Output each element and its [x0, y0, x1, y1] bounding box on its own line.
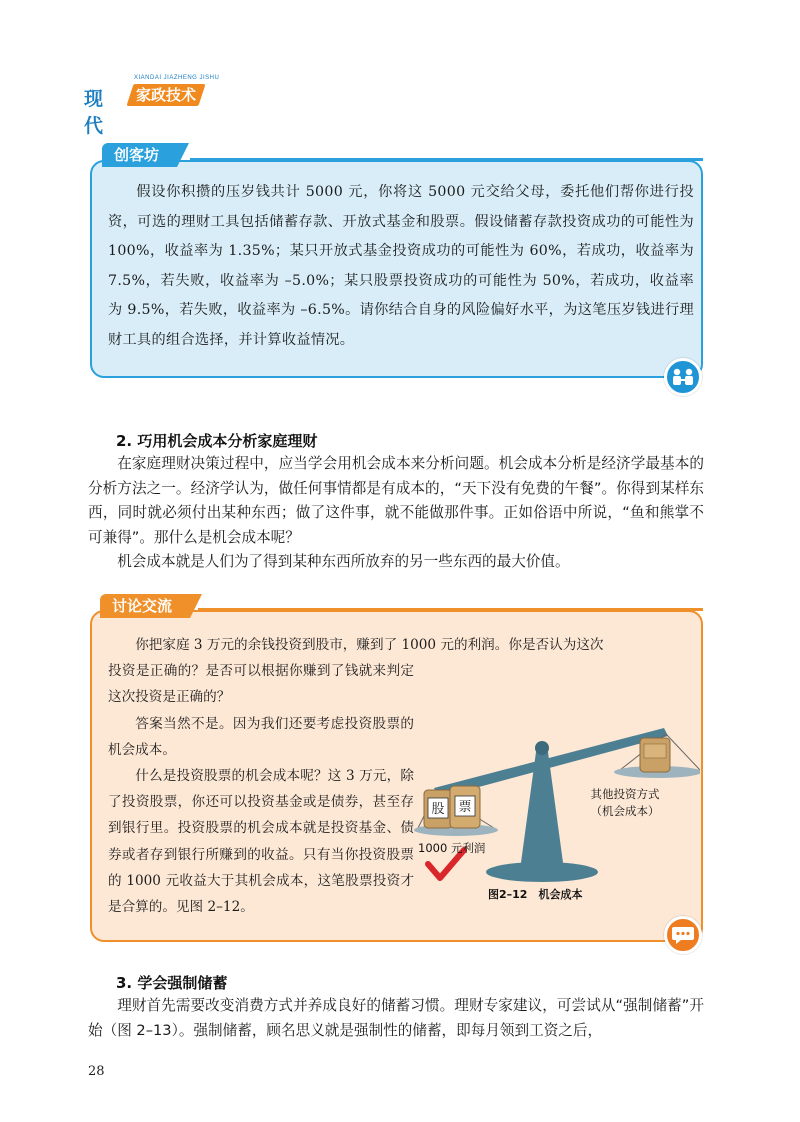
speech-bubble-icon: [664, 916, 702, 954]
scale-base: [486, 862, 598, 882]
discussion-paragraph-1: 投资是正确的？是否可以根据你赚到了钱就来判定这次投资是正确的？: [108, 663, 414, 706]
section-3-body: [88, 994, 704, 1043]
section-3-title: 3. 学会强制储蓄: [116, 974, 228, 992]
stock-char-1: 股: [431, 802, 445, 817]
section-3-paragraph: 理财首先需要改变消费方式并养成良好的储蓄习惯。理财专家建议，可尝试从“强制储蓄”开始（图 2–13）。强制储蓄，顾名思义就是强制性的储蓄，即每月领到工资之后，: [88, 997, 704, 1039]
page-number: 28: [88, 1064, 105, 1079]
discussion-box-top-rule: [198, 608, 703, 611]
people-discussion-icon: [664, 358, 702, 396]
section-2-paragraph-1: 在家庭理财决策过程中，应当学会用机会成本来分析问题。机会成本分析是经济学最基本的分析方法之一。经济学认为，做任何事情都是有成本的，“天下没有免费的午餐”。你得到某样东西，同时就必须付出某种东西；做了这件事，就不能做那件事。正如俗语中所说，“鱼和熊掌不可兼得”。那什么是机会成本呢？: [88, 455, 704, 546]
discussion-paragraph-3: 什么是投资股票的机会成本呢？这 3 万元，除了投资股票，你还可以投资基金或是债券，甚至存到银行里。投资股票的机会成本就是投资基金、债券或者存到银行所赚到的收益。只有当你投资股票的 1000 元收益大于其机会成本，这笔股票投资才是合算的。见图 2–12。: [108, 768, 414, 916]
section-2-title: 2. 巧用机会成本分析家庭理财: [116, 432, 318, 450]
header-subject: 家政技术: [135, 86, 196, 104]
scale-pivot: [535, 741, 549, 755]
section-2-paragraph-2: 机会成本就是人们为了得到某种东西所放弃的另一些东西的最大价值。: [117, 553, 570, 570]
create-box-top-rule: [190, 158, 703, 161]
discussion-box-tab: 讨论交流: [100, 594, 190, 618]
header-brand: 现代: [84, 88, 105, 137]
figure-label-profit: 1000 元利润: [418, 841, 486, 855]
create-box-paragraph: 假设你积攒的压岁钱共计 5000 元，你将这 5000 元交给父母，委托他们帮你进行投资，可选的理财工具包括储蓄存款、开放式基金和股票。假设储蓄存款投资成功的可能性为 100%，收益率为 1.35%；某只开放式基金投资成功的可能性为 60%，若成功，收益率为 7.5%，若失败，收益率为 –5.0%；某只股票投资成功的可能性为 50%，若成功，收益率为 9.5%，若失败，收益率为 –6.5%。请你结合自身的风险偏好水平，为这笔压岁钱进行理财工具的组合选择，并计算收益情况。: [108, 184, 694, 348]
figure-label-other-investment: [570, 786, 680, 820]
discussion-paragraph-2: 答案当然不是。因为我们还要考虑投资股票的机会成本。: [108, 715, 414, 758]
stock-char-2: 票: [458, 800, 472, 815]
create-box-text: [108, 178, 694, 355]
figure-label-other-line1: 其他投资方式: [590, 787, 660, 801]
create-box-tab: 创客坊: [102, 143, 177, 167]
figure-caption: 图2–12 机会成本: [488, 888, 583, 901]
header-subject-tab: [126, 84, 205, 106]
section-2-body: [88, 452, 704, 575]
discussion-first-line: 你把家庭 3 万元的余钱投资到股市，赚到了 1000 元的利润。你是否认为这次: [135, 637, 604, 653]
header-pinyin: XIANDAI JIAZHENG JISHU: [134, 75, 220, 81]
figure-label-other-line2: （机会成本）: [590, 804, 660, 818]
